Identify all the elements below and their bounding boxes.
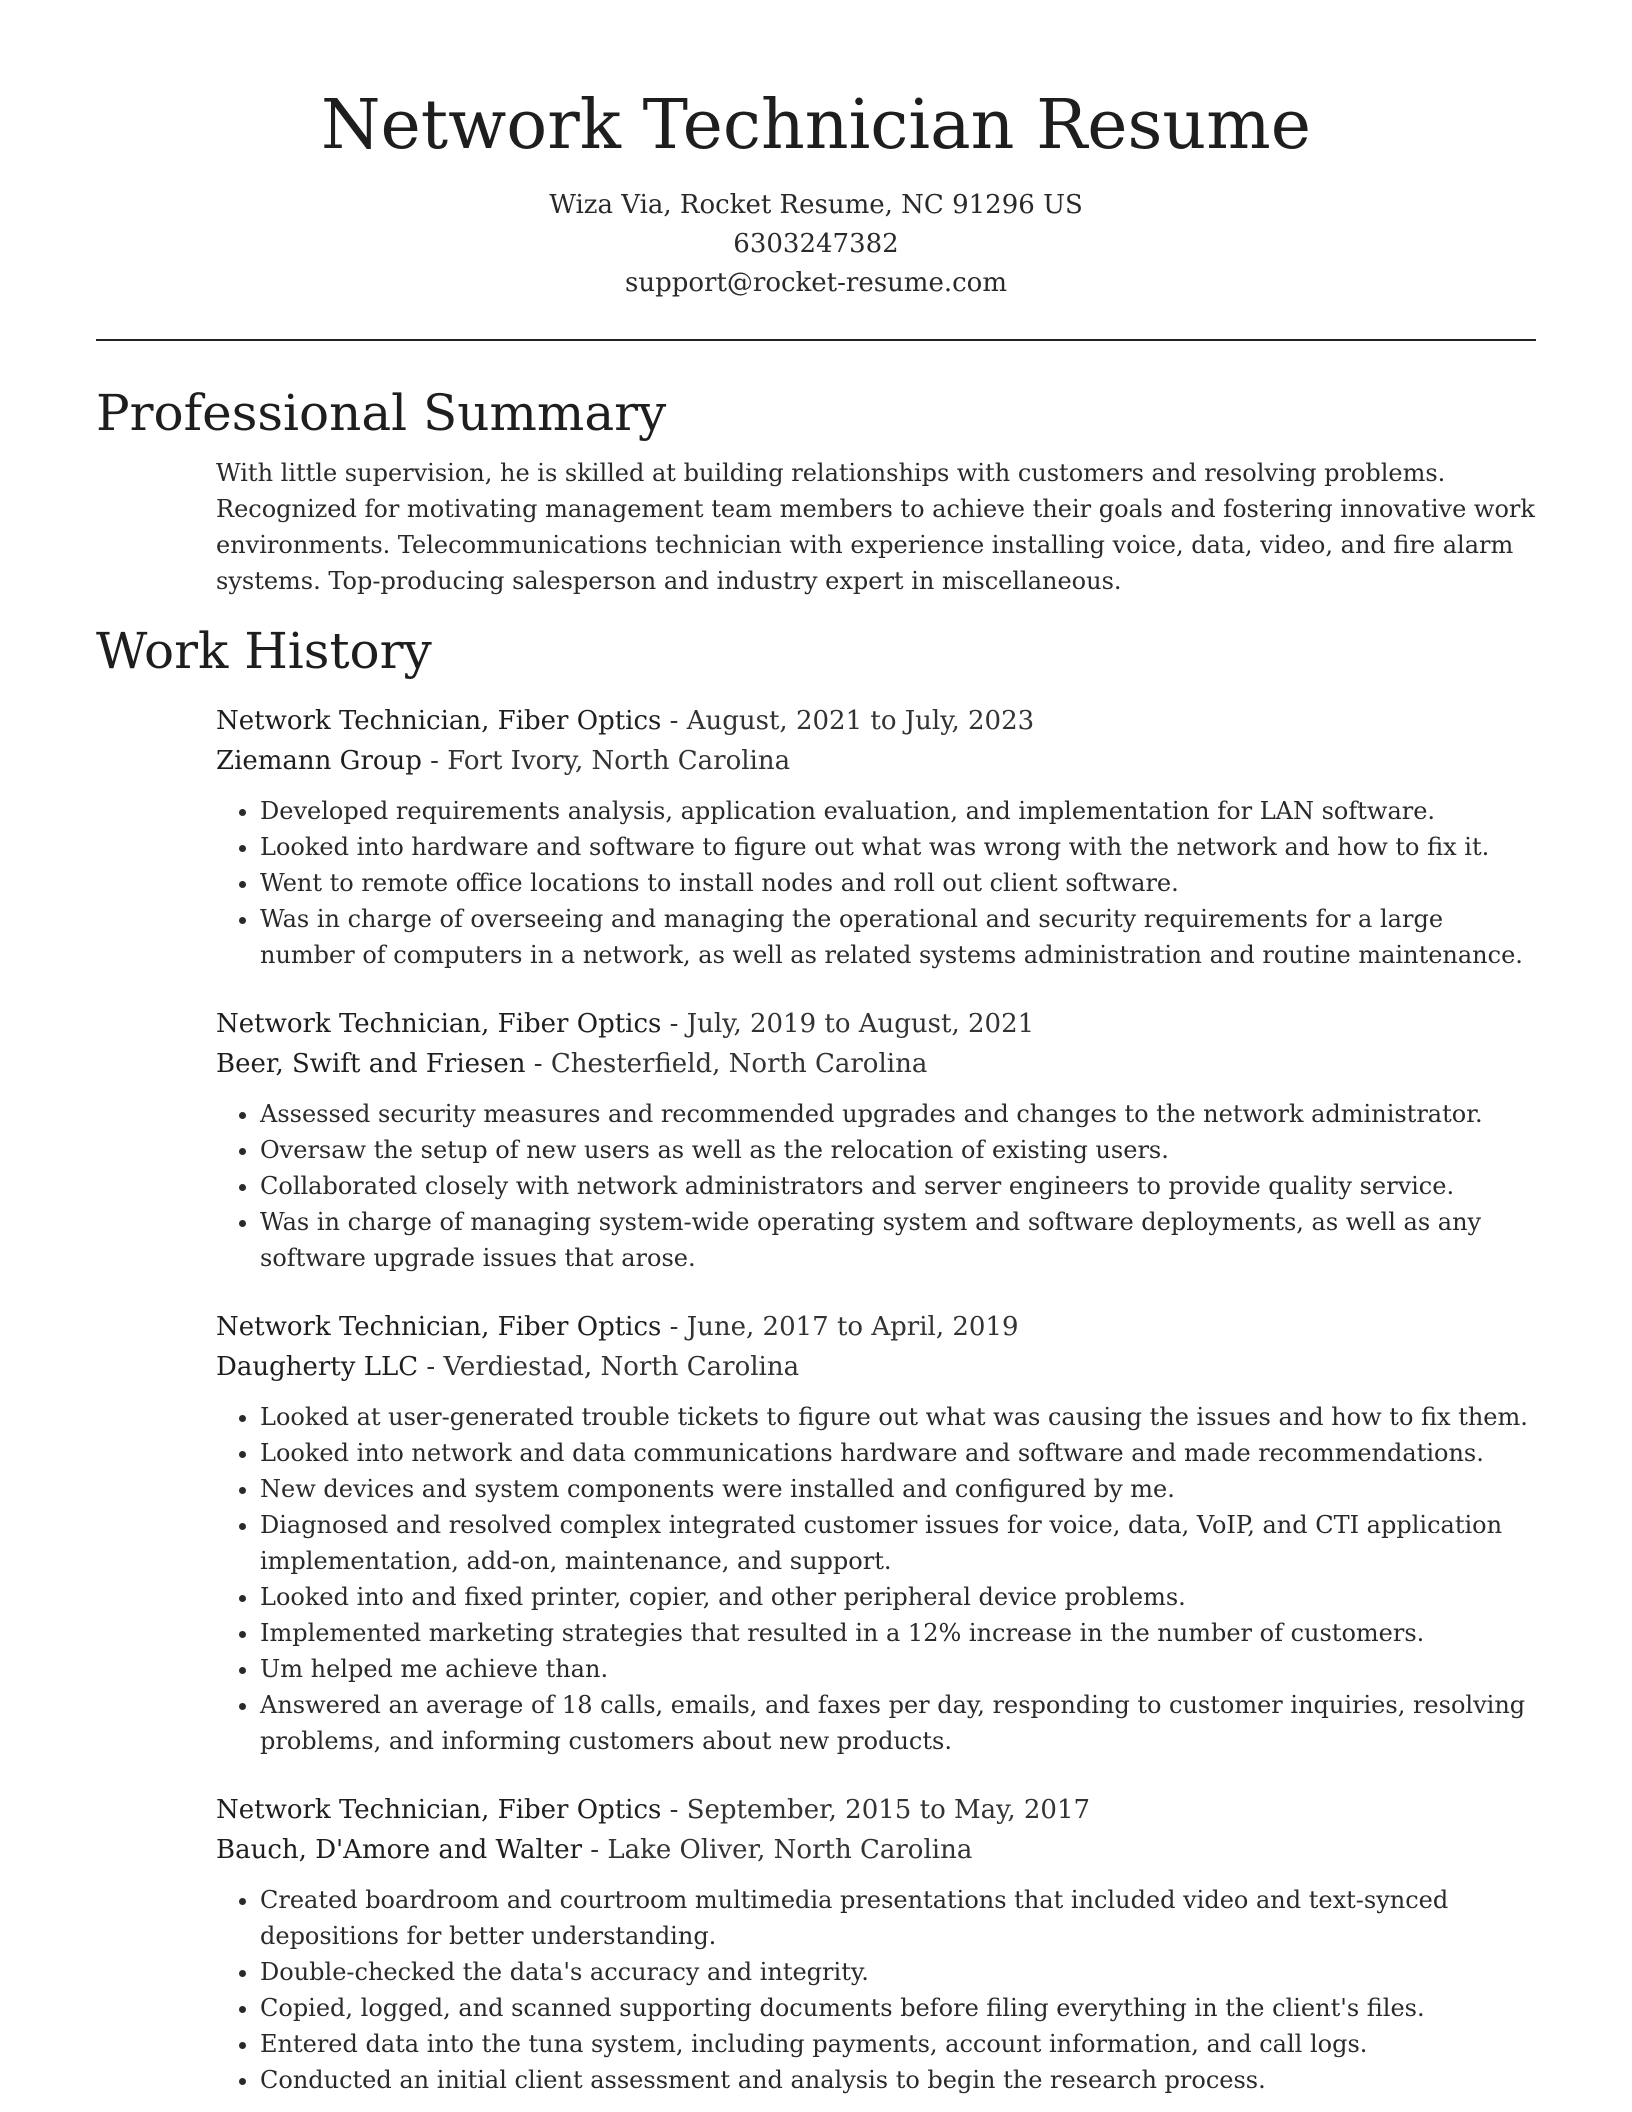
job-separator: - xyxy=(661,1795,687,1825)
header-divider xyxy=(96,339,1536,341)
job-entry xyxy=(216,1004,1536,1276)
job-company: Daugherty LLC xyxy=(216,1352,419,1382)
job-separator: - xyxy=(661,1009,687,1039)
work-history-heading: Work History xyxy=(96,622,432,680)
job-title-line xyxy=(216,1004,1536,1044)
summary-text: With little supervision, he is skilled at building relationships with customers and resolving problems. Recognized for motivating management team members to achieve their goals and fostering innovative work environments. Telecommunications technician with experience installing voice, data, video, and fire alarm systems. Top-producing salesperson and industry expert in miscellaneous. xyxy=(216,459,1535,595)
job-bullet: • New devices and system components were installed and configured by me. xyxy=(260,1471,1536,1507)
contact-email: support@rocket-resume.com xyxy=(624,268,1007,298)
work-history-list xyxy=(0,701,1632,2098)
resume-title: Network Technician Resume xyxy=(321,86,1311,165)
job-separator: - xyxy=(525,1049,551,1079)
summary-heading: Professional Summary xyxy=(96,384,667,442)
job-dates: August, 2021 to July, 2023 xyxy=(686,706,1035,736)
job-bullet: • Assessed security measures and recommended upgrades and changes to the network administrator. xyxy=(260,1096,1536,1132)
job-bullet-list xyxy=(216,1399,1536,1759)
job-bullet: • Looked into and fixed printer, copier, and other peripheral device problems. xyxy=(260,1579,1536,1615)
job-bullet: • Copied, logged, and scanned supporting documents before filing everything in the client's files. xyxy=(260,1990,1536,2026)
job-bullet-list xyxy=(216,1882,1536,2098)
job-company: Bauch, D'Amore and Walter xyxy=(216,1835,583,1865)
job-separator: - xyxy=(661,706,687,736)
job-title-line xyxy=(216,1307,1536,1347)
job-bullet-list xyxy=(216,793,1536,973)
job-bullet: • Created boardroom and courtroom multimedia presentations that included video and text-synced depositions for better understanding. xyxy=(260,1882,1536,1954)
job-separator: - xyxy=(661,1312,687,1342)
job-separator: - xyxy=(582,1835,608,1865)
contact-block xyxy=(0,186,1632,303)
job-title-line xyxy=(216,1790,1536,1830)
job-entry xyxy=(216,1307,1536,1759)
job-bullet: • Looked into network and data communications hardware and software and made recommendations. xyxy=(260,1435,1536,1471)
job-bullet: • Entered data into the tuna system, including payments, account information, and call logs. xyxy=(260,2026,1536,2062)
job-company: Ziemann Group xyxy=(216,746,422,776)
job-bullet-list xyxy=(216,1096,1536,1276)
job-company-line xyxy=(216,1044,1536,1084)
job-bullet: • Looked at user-generated trouble tickets to figure out what was causing the issues and how to fix them. xyxy=(260,1399,1536,1435)
job-bullet: • Oversaw the setup of new users as well as the relocation of existing users. xyxy=(260,1132,1536,1168)
job-bullet: • Implemented marketing strategies that resulted in a 12% increase in the number of customers. xyxy=(260,1615,1536,1651)
job-bullet: • Went to remote office locations to install nodes and roll out client software. xyxy=(260,865,1536,901)
job-company-line xyxy=(216,1830,1536,1870)
job-bullet: • Conducted an initial client assessment and analysis to begin the research process. xyxy=(260,2062,1536,2098)
contact-address: Wiza Via, Rocket Resume, NC 91296 US xyxy=(549,190,1083,220)
job-location: Chesterfield, North Carolina xyxy=(550,1049,928,1079)
job-company-line xyxy=(216,1347,1536,1387)
contact-phone: 6303247382 xyxy=(733,229,899,259)
job-company: Beer, Swift and Friesen xyxy=(216,1049,526,1079)
job-title-line xyxy=(216,701,1536,741)
job-bullet: • Double-checked the data's accuracy and integrity. xyxy=(260,1954,1536,1990)
resume-header xyxy=(0,0,1632,303)
job-bullet: • Looked into hardware and software to figure out what was wrong with the network and how to fix it. xyxy=(260,829,1536,865)
job-location: Verdiestad, North Carolina xyxy=(443,1352,800,1382)
job-bullet: • Was in charge of managing system-wide operating system and software deployments, as well as any software upgrade issues that arose. xyxy=(260,1204,1536,1276)
job-position: Network Technician, Fiber Optics xyxy=(216,706,662,736)
job-bullet: • Um helped me achieve than. xyxy=(260,1651,1536,1687)
job-bullet: • Diagnosed and resolved complex integrated customer issues for voice, data, VoIP, and CTI application implementation, add-on, maintenance, and support. xyxy=(260,1507,1536,1579)
job-position: Network Technician, Fiber Optics xyxy=(216,1795,662,1825)
job-bullet: • Developed requirements analysis, application evaluation, and implementation for LAN software. xyxy=(260,793,1536,829)
job-separator: - xyxy=(421,746,448,776)
job-entry xyxy=(216,1790,1536,2098)
job-location: Lake Oliver, North Carolina xyxy=(607,1835,973,1865)
job-dates: June, 2017 to April, 2019 xyxy=(686,1312,1019,1342)
job-bullet: • Collaborated closely with network administrators and server engineers to provide quality service. xyxy=(260,1168,1536,1204)
job-bullet: • Answered an average of 18 calls, emails, and faxes per day, responding to customer inquiries, resolving problems, and informing customers about new products. xyxy=(260,1687,1536,1759)
job-entry xyxy=(216,701,1536,973)
job-dates: September, 2015 to May, 2017 xyxy=(686,1795,1091,1825)
job-position: Network Technician, Fiber Optics xyxy=(216,1009,662,1039)
job-company-line xyxy=(216,741,1536,781)
job-separator: - xyxy=(418,1352,444,1382)
job-bullet: • Was in charge of overseeing and managing the operational and security requirements for a large number of computers in a network, as well as related systems administration and routine maintenance. xyxy=(260,901,1536,973)
job-location: Fort Ivory, North Carolina xyxy=(447,746,791,776)
job-dates: July, 2019 to August, 2021 xyxy=(686,1009,1035,1039)
job-position: Network Technician, Fiber Optics xyxy=(216,1312,662,1342)
